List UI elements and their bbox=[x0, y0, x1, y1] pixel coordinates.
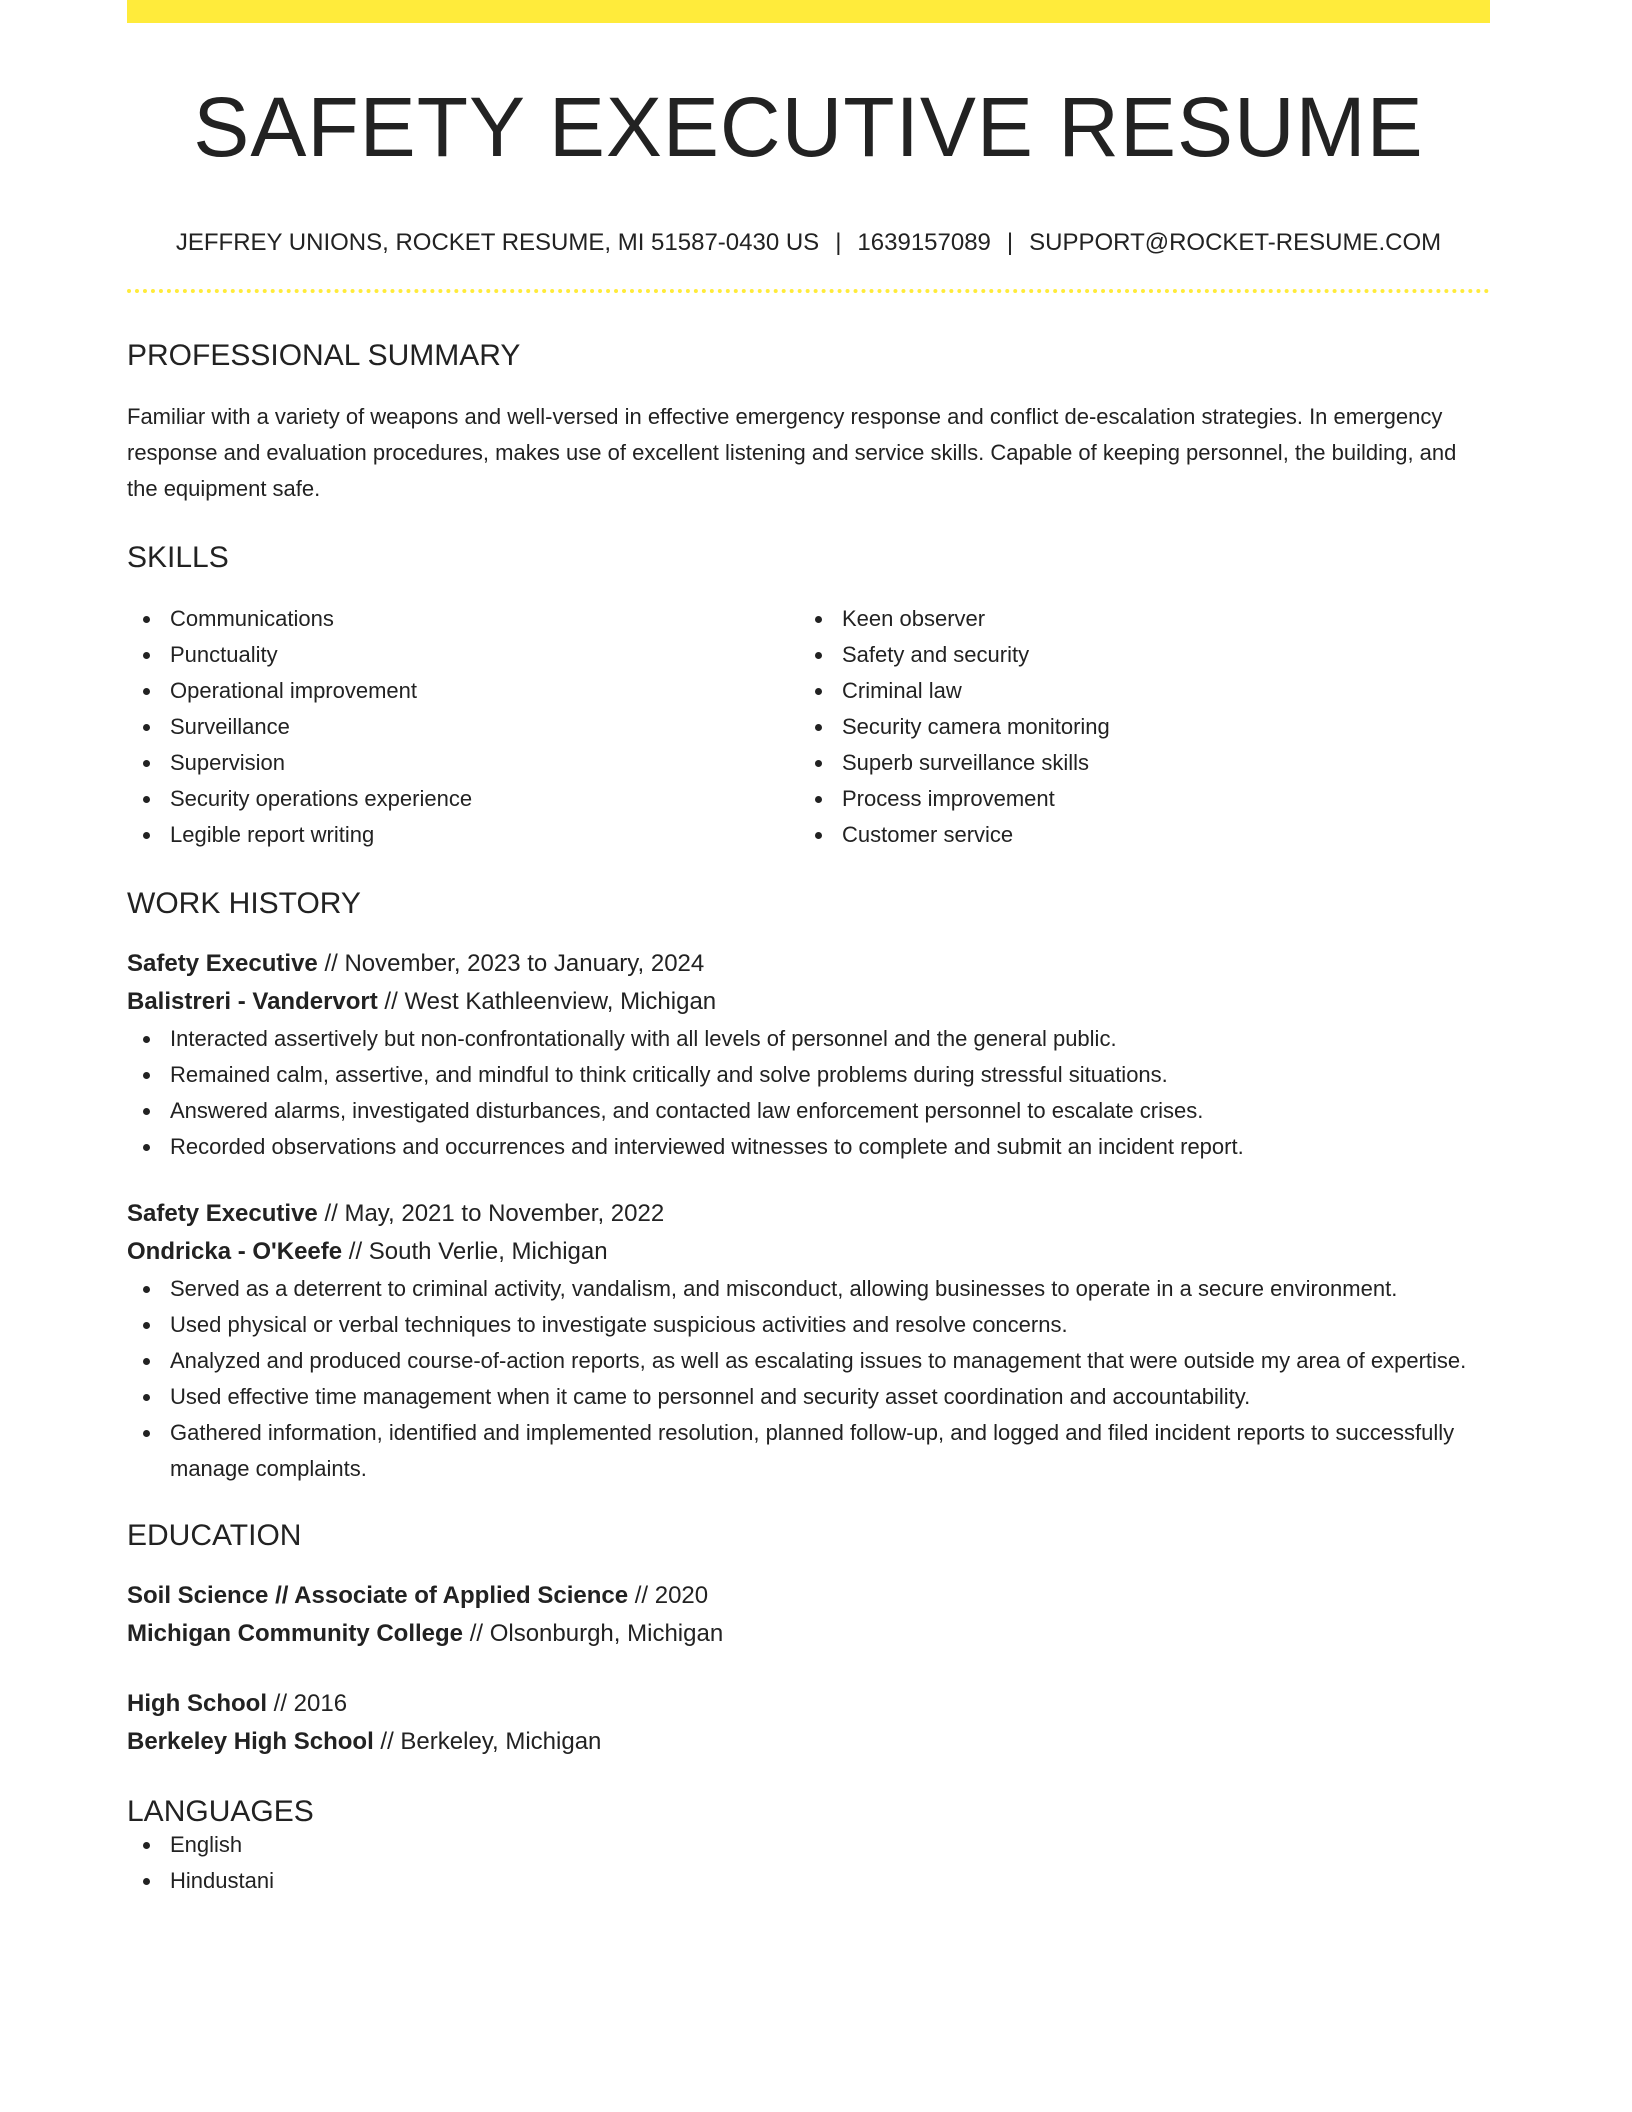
skill-item: Punctuality bbox=[170, 637, 799, 673]
contact-address: JEFFREY UNIONS, ROCKET RESUME, MI 51587-0430 US bbox=[175, 229, 820, 256]
job-role: Safety Executive bbox=[127, 950, 318, 977]
education-year: // 2020 bbox=[628, 1582, 709, 1609]
skill-item: Supervision bbox=[170, 745, 799, 781]
education-location: // Olsonburgh, Michigan bbox=[463, 1620, 724, 1647]
job-title-line bbox=[127, 1195, 1490, 1233]
job-bullet: Used effective time management when it came to personnel and security asset coordination and accountability. bbox=[170, 1379, 1490, 1415]
contact-phone: 1639157089 bbox=[857, 229, 991, 256]
skill-item: Customer service bbox=[842, 817, 1471, 853]
job-bullet: Remained calm, assertive, and mindful to think critically and solve problems during stressful situations. bbox=[170, 1057, 1490, 1093]
job-location: // South Verlie, Michigan bbox=[342, 1238, 608, 1265]
section-title-education: EDUCATION bbox=[127, 1519, 302, 1552]
resume-title: SAFETY EXECUTIVE RESUME bbox=[193, 80, 1424, 174]
job-dates: // November, 2023 to January, 2024 bbox=[317, 950, 705, 977]
education-degree: Soil Science // Associate of Applied Science bbox=[127, 1582, 629, 1609]
job-company-line bbox=[127, 1233, 1490, 1271]
job-title-line bbox=[127, 945, 1490, 983]
job-bullet: Recorded observations and occurrences and interviewed witnesses to complete and submit an incident report. bbox=[170, 1129, 1490, 1165]
education-degree: High School bbox=[127, 1690, 267, 1717]
job-bullet: Gathered information, identified and implemented resolution, planned follow-up, and logged and filed incident reports to successfully manage complaints. bbox=[170, 1415, 1490, 1487]
job-dates: // May, 2021 to November, 2022 bbox=[317, 1200, 665, 1227]
job-role: Safety Executive bbox=[127, 1200, 318, 1227]
education-school: Michigan Community College bbox=[127, 1620, 464, 1647]
education-degree-line bbox=[127, 1577, 1490, 1615]
job-bullet: Used physical or verbal techniques to investigate suspicious activities and resolve concerns. bbox=[170, 1307, 1490, 1343]
skill-item: Criminal law bbox=[842, 673, 1471, 709]
education-entry bbox=[127, 1577, 1490, 1653]
contact-separator: | bbox=[835, 229, 842, 256]
section-title-summary: PROFESSIONAL SUMMARY bbox=[127, 339, 521, 372]
education-school: Berkeley High School bbox=[127, 1728, 374, 1755]
job-bullet: Analyzed and produced course-of-action reports, as well as escalating issues to management that were outside my area of expertise. bbox=[170, 1343, 1490, 1379]
skill-item: Keen observer bbox=[842, 601, 1471, 637]
skills-column-left bbox=[127, 601, 799, 853]
education-year: // 2016 bbox=[267, 1690, 348, 1717]
skill-item: Security operations experience bbox=[170, 781, 799, 817]
skill-item: Legible report writing bbox=[170, 817, 799, 853]
contact-line bbox=[127, 231, 1490, 255]
resume-page bbox=[127, 0, 1490, 1899]
job-company: Balistreri - Vandervort bbox=[127, 988, 378, 1015]
education-location: // Berkeley, Michigan bbox=[373, 1728, 602, 1755]
job-company: Ondricka - O'Keefe bbox=[127, 1238, 343, 1265]
dotted-divider bbox=[127, 289, 1490, 293]
skills-list bbox=[127, 601, 1490, 853]
skill-item: Process improvement bbox=[842, 781, 1471, 817]
skill-item: Security camera monitoring bbox=[842, 709, 1471, 745]
contact-email: SUPPORT@ROCKET-RESUME.COM bbox=[1029, 229, 1442, 256]
job-bullet: Answered alarms, investigated disturbances, and contacted law enforcement personnel to escalate crises. bbox=[170, 1093, 1490, 1129]
skill-item: Operational improvement bbox=[170, 673, 799, 709]
education-degree-line bbox=[127, 1685, 1490, 1723]
top-accent-bar bbox=[127, 0, 1490, 23]
contact-separator: | bbox=[1006, 229, 1014, 256]
job-entry bbox=[127, 945, 1490, 1165]
education-entry bbox=[127, 1685, 1490, 1761]
skill-item: Superb surveillance skills bbox=[842, 745, 1471, 781]
language-item: Hindustani bbox=[170, 1863, 1490, 1899]
skill-item: Surveillance bbox=[170, 709, 799, 745]
job-company-line bbox=[127, 983, 1490, 1021]
education-school-line bbox=[127, 1615, 1490, 1653]
skills-column-right bbox=[799, 601, 1471, 853]
section-title-work-history: WORK HISTORY bbox=[127, 887, 361, 920]
section-title-skills: SKILLS bbox=[127, 541, 229, 574]
job-bullet: Interacted assertively but non-confrontationally with all levels of personnel and the general public. bbox=[170, 1021, 1490, 1057]
job-bullet: Served as a deterrent to criminal activity, vandalism, and misconduct, allowing businesses to operate in a secure environment. bbox=[170, 1271, 1490, 1307]
section-title-languages: LANGUAGES bbox=[127, 1795, 314, 1828]
languages-list bbox=[127, 1827, 1490, 1899]
job-location: // West Kathleenview, Michigan bbox=[377, 988, 717, 1015]
job-bullets bbox=[127, 1271, 1490, 1487]
skill-item: Communications bbox=[170, 601, 799, 637]
skill-item: Safety and security bbox=[842, 637, 1471, 673]
education-school-line bbox=[127, 1723, 1490, 1761]
job-bullets bbox=[127, 1021, 1490, 1165]
language-item: English bbox=[170, 1827, 1490, 1863]
job-entry bbox=[127, 1195, 1490, 1487]
summary-text: Familiar with a variety of weapons and well-versed in effective emergency response and conflict de-escalation strategies. In emergency response and evaluation procedures, makes use of excellent listening and service skills. Capable of keeping personnel, the building, and the equipment safe. bbox=[127, 404, 1457, 501]
